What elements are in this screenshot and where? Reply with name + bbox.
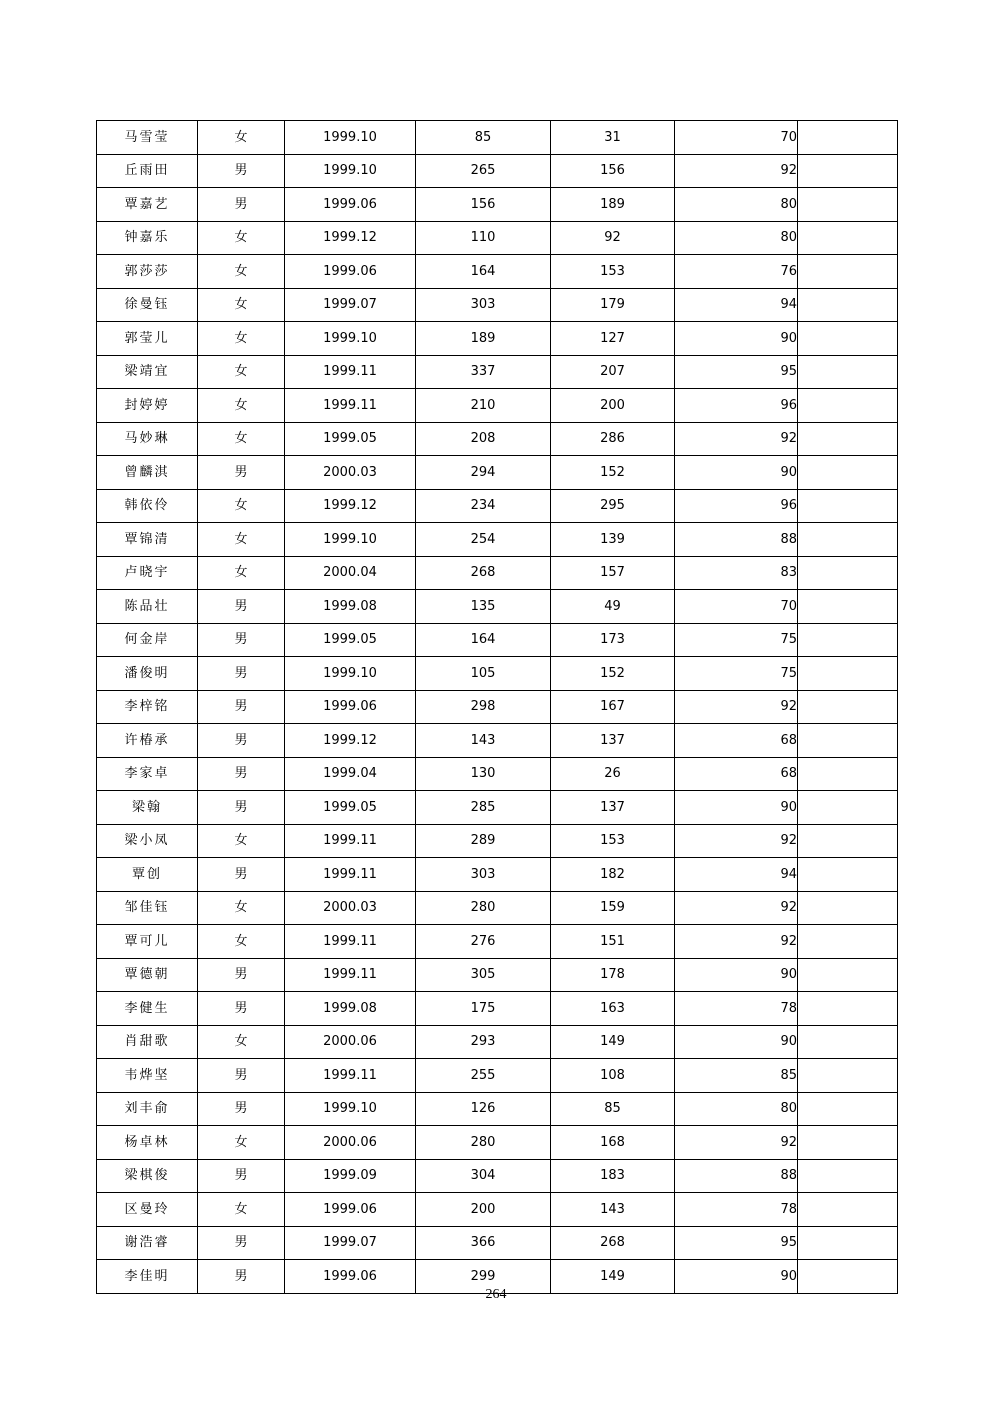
percent-cell: 90 bbox=[675, 1260, 798, 1294]
gender-cell: 男 bbox=[198, 188, 285, 222]
table-row bbox=[97, 690, 898, 724]
score-cell: 126 bbox=[416, 1092, 551, 1126]
percent-cell: 83 bbox=[675, 556, 798, 590]
gender-cell: 男 bbox=[198, 724, 285, 758]
birth-date-cell: 1999.11 bbox=[285, 1059, 416, 1093]
score-cell: 265 bbox=[416, 154, 551, 188]
blank-cell bbox=[798, 556, 898, 590]
score-cell: 183 bbox=[551, 1159, 675, 1193]
percent-cell: 78 bbox=[675, 992, 798, 1026]
score-cell: 200 bbox=[551, 389, 675, 423]
blank-cell bbox=[798, 958, 898, 992]
name-cell: 梁棋俊 bbox=[97, 1159, 198, 1193]
table-body bbox=[97, 121, 898, 1294]
gender-cell: 女 bbox=[198, 255, 285, 289]
gender-cell: 女 bbox=[198, 523, 285, 557]
score-cell: 137 bbox=[551, 791, 675, 825]
percent-cell: 68 bbox=[675, 757, 798, 791]
blank-cell bbox=[798, 188, 898, 222]
blank-cell bbox=[798, 724, 898, 758]
score-cell: 200 bbox=[416, 1193, 551, 1227]
blank-cell bbox=[798, 288, 898, 322]
table-row bbox=[97, 958, 898, 992]
name-cell: 覃创 bbox=[97, 858, 198, 892]
birth-date-cell: 1999.07 bbox=[285, 1226, 416, 1260]
blank-cell bbox=[798, 523, 898, 557]
gender-cell: 女 bbox=[198, 322, 285, 356]
percent-cell: 92 bbox=[675, 891, 798, 925]
table-row bbox=[97, 1126, 898, 1160]
score-cell: 304 bbox=[416, 1159, 551, 1193]
birth-date-cell: 1999.05 bbox=[285, 791, 416, 825]
name-cell: 杨卓林 bbox=[97, 1126, 198, 1160]
score-cell: 189 bbox=[416, 322, 551, 356]
birth-date-cell: 1999.10 bbox=[285, 523, 416, 557]
score-cell: 167 bbox=[551, 690, 675, 724]
name-cell: 潘俊明 bbox=[97, 657, 198, 691]
score-cell: 130 bbox=[416, 757, 551, 791]
score-cell: 156 bbox=[416, 188, 551, 222]
score-cell: 137 bbox=[551, 724, 675, 758]
score-cell: 108 bbox=[551, 1059, 675, 1093]
blank-cell bbox=[798, 154, 898, 188]
table-row bbox=[97, 925, 898, 959]
score-cell: 295 bbox=[551, 489, 675, 523]
score-cell: 299 bbox=[416, 1260, 551, 1294]
score-cell: 285 bbox=[416, 791, 551, 825]
score-cell: 293 bbox=[416, 1025, 551, 1059]
name-cell: 梁小凤 bbox=[97, 824, 198, 858]
name-cell: 马雪莹 bbox=[97, 121, 198, 155]
blank-cell bbox=[798, 1193, 898, 1227]
gender-cell: 男 bbox=[198, 1226, 285, 1260]
birth-date-cell: 1999.07 bbox=[285, 288, 416, 322]
table-row bbox=[97, 322, 898, 356]
birth-date-cell: 1999.06 bbox=[285, 1193, 416, 1227]
blank-cell bbox=[798, 657, 898, 691]
birth-date-cell: 1999.04 bbox=[285, 757, 416, 791]
gender-cell: 女 bbox=[198, 1193, 285, 1227]
score-cell: 127 bbox=[551, 322, 675, 356]
name-cell: 陈品壮 bbox=[97, 590, 198, 624]
blank-cell bbox=[798, 1025, 898, 1059]
percent-cell: 92 bbox=[675, 690, 798, 724]
percent-cell: 96 bbox=[675, 389, 798, 423]
score-cell: 159 bbox=[551, 891, 675, 925]
name-cell: 覃锦清 bbox=[97, 523, 198, 557]
gender-cell: 女 bbox=[198, 121, 285, 155]
birth-date-cell: 1999.08 bbox=[285, 590, 416, 624]
score-cell: 189 bbox=[551, 188, 675, 222]
birth-date-cell: 1999.10 bbox=[285, 154, 416, 188]
gender-cell: 男 bbox=[198, 858, 285, 892]
gender-cell: 男 bbox=[198, 690, 285, 724]
score-cell: 298 bbox=[416, 690, 551, 724]
score-cell: 268 bbox=[416, 556, 551, 590]
name-cell: 邹佳钰 bbox=[97, 891, 198, 925]
gender-cell: 女 bbox=[198, 824, 285, 858]
blank-cell bbox=[798, 489, 898, 523]
birth-date-cell: 1999.05 bbox=[285, 422, 416, 456]
blank-cell bbox=[798, 858, 898, 892]
gender-cell: 男 bbox=[198, 1059, 285, 1093]
name-cell: 徐曼钰 bbox=[97, 288, 198, 322]
gender-cell: 男 bbox=[198, 992, 285, 1026]
blank-cell bbox=[798, 791, 898, 825]
gender-cell: 男 bbox=[198, 657, 285, 691]
percent-cell: 92 bbox=[675, 824, 798, 858]
score-cell: 149 bbox=[551, 1025, 675, 1059]
gender-cell: 男 bbox=[198, 757, 285, 791]
birth-date-cell: 1999.12 bbox=[285, 489, 416, 523]
score-cell: 153 bbox=[551, 824, 675, 858]
birth-date-cell: 1999.12 bbox=[285, 221, 416, 255]
blank-cell bbox=[798, 1159, 898, 1193]
blank-cell bbox=[798, 1059, 898, 1093]
percent-cell: 76 bbox=[675, 255, 798, 289]
table-row bbox=[97, 422, 898, 456]
name-cell: 李佳明 bbox=[97, 1260, 198, 1294]
score-cell: 85 bbox=[551, 1092, 675, 1126]
score-cell: 280 bbox=[416, 891, 551, 925]
birth-date-cell: 1999.06 bbox=[285, 255, 416, 289]
percent-cell: 88 bbox=[675, 523, 798, 557]
blank-cell bbox=[798, 121, 898, 155]
table-row bbox=[97, 1226, 898, 1260]
score-cell: 163 bbox=[551, 992, 675, 1026]
name-cell: 谢浩睿 bbox=[97, 1226, 198, 1260]
birth-date-cell: 1999.11 bbox=[285, 958, 416, 992]
gender-cell: 男 bbox=[198, 590, 285, 624]
birth-date-cell: 2000.04 bbox=[285, 556, 416, 590]
table-row bbox=[97, 858, 898, 892]
score-cell: 208 bbox=[416, 422, 551, 456]
blank-cell bbox=[798, 456, 898, 490]
score-cell: 280 bbox=[416, 1126, 551, 1160]
name-cell: 封婷婷 bbox=[97, 389, 198, 423]
table-row bbox=[97, 255, 898, 289]
table-row bbox=[97, 791, 898, 825]
gender-cell: 男 bbox=[198, 1092, 285, 1126]
name-cell: 刘丰俞 bbox=[97, 1092, 198, 1126]
birth-date-cell: 2000.06 bbox=[285, 1025, 416, 1059]
page-number: 264 bbox=[485, 1287, 507, 1302]
table-row bbox=[97, 623, 898, 657]
table-row bbox=[97, 992, 898, 1026]
score-cell: 286 bbox=[551, 422, 675, 456]
score-cell: 92 bbox=[551, 221, 675, 255]
name-cell: 覃可儿 bbox=[97, 925, 198, 959]
blank-cell bbox=[798, 1092, 898, 1126]
score-cell: 305 bbox=[416, 958, 551, 992]
score-cell: 143 bbox=[416, 724, 551, 758]
name-cell: 韦烨坚 bbox=[97, 1059, 198, 1093]
blank-cell bbox=[798, 322, 898, 356]
name-cell: 覃嘉艺 bbox=[97, 188, 198, 222]
birth-date-cell: 1999.11 bbox=[285, 925, 416, 959]
score-cell: 164 bbox=[416, 255, 551, 289]
table-row bbox=[97, 355, 898, 389]
score-cell: 153 bbox=[551, 255, 675, 289]
score-cell: 110 bbox=[416, 221, 551, 255]
score-cell: 175 bbox=[416, 992, 551, 1026]
table-row bbox=[97, 288, 898, 322]
score-cell: 168 bbox=[551, 1126, 675, 1160]
score-cell: 151 bbox=[551, 925, 675, 959]
percent-cell: 70 bbox=[675, 590, 798, 624]
percent-cell: 95 bbox=[675, 355, 798, 389]
name-cell: 许椿承 bbox=[97, 724, 198, 758]
gender-cell: 女 bbox=[198, 891, 285, 925]
student-table bbox=[96, 120, 898, 1294]
name-cell: 钟嘉乐 bbox=[97, 221, 198, 255]
score-cell: 254 bbox=[416, 523, 551, 557]
score-cell: 26 bbox=[551, 757, 675, 791]
blank-cell bbox=[798, 992, 898, 1026]
table-row bbox=[97, 456, 898, 490]
score-cell: 178 bbox=[551, 958, 675, 992]
gender-cell: 女 bbox=[198, 288, 285, 322]
score-cell: 105 bbox=[416, 657, 551, 691]
table-row bbox=[97, 121, 898, 155]
percent-cell: 94 bbox=[675, 858, 798, 892]
score-cell: 152 bbox=[551, 657, 675, 691]
score-cell: 289 bbox=[416, 824, 551, 858]
score-cell: 294 bbox=[416, 456, 551, 490]
gender-cell: 男 bbox=[198, 154, 285, 188]
gender-cell: 女 bbox=[198, 389, 285, 423]
name-cell: 梁翰 bbox=[97, 791, 198, 825]
percent-cell: 75 bbox=[675, 623, 798, 657]
score-cell: 207 bbox=[551, 355, 675, 389]
percent-cell: 90 bbox=[675, 456, 798, 490]
score-cell: 31 bbox=[551, 121, 675, 155]
table-row bbox=[97, 1193, 898, 1227]
blank-cell bbox=[798, 824, 898, 858]
percent-cell: 78 bbox=[675, 1193, 798, 1227]
score-cell: 303 bbox=[416, 288, 551, 322]
percent-cell: 92 bbox=[675, 925, 798, 959]
table-row bbox=[97, 556, 898, 590]
percent-cell: 90 bbox=[675, 958, 798, 992]
score-cell: 135 bbox=[416, 590, 551, 624]
score-cell: 156 bbox=[551, 154, 675, 188]
gender-cell: 男 bbox=[198, 1159, 285, 1193]
birth-date-cell: 1999.06 bbox=[285, 188, 416, 222]
percent-cell: 90 bbox=[675, 791, 798, 825]
gender-cell: 女 bbox=[198, 1025, 285, 1059]
birth-date-cell: 1999.08 bbox=[285, 992, 416, 1026]
score-cell: 366 bbox=[416, 1226, 551, 1260]
table-row bbox=[97, 188, 898, 222]
table-row bbox=[97, 824, 898, 858]
gender-cell: 男 bbox=[198, 623, 285, 657]
birth-date-cell: 1999.11 bbox=[285, 858, 416, 892]
blank-cell bbox=[798, 891, 898, 925]
birth-date-cell: 2000.03 bbox=[285, 456, 416, 490]
blank-cell bbox=[798, 925, 898, 959]
table-row bbox=[97, 724, 898, 758]
name-cell: 丘雨田 bbox=[97, 154, 198, 188]
gender-cell: 男 bbox=[198, 456, 285, 490]
score-cell: 255 bbox=[416, 1059, 551, 1093]
birth-date-cell: 1999.11 bbox=[285, 824, 416, 858]
blank-cell bbox=[798, 590, 898, 624]
blank-cell bbox=[798, 1126, 898, 1160]
percent-cell: 70 bbox=[675, 121, 798, 155]
percent-cell: 68 bbox=[675, 724, 798, 758]
name-cell: 韩依伶 bbox=[97, 489, 198, 523]
percent-cell: 90 bbox=[675, 322, 798, 356]
percent-cell: 94 bbox=[675, 288, 798, 322]
table-row bbox=[97, 523, 898, 557]
percent-cell: 80 bbox=[675, 221, 798, 255]
name-cell: 马妙琳 bbox=[97, 422, 198, 456]
table-row bbox=[97, 891, 898, 925]
percent-cell: 80 bbox=[675, 188, 798, 222]
name-cell: 郭莎莎 bbox=[97, 255, 198, 289]
birth-date-cell: 1999.06 bbox=[285, 1260, 416, 1294]
name-cell: 卢晓宇 bbox=[97, 556, 198, 590]
birth-date-cell: 1999.10 bbox=[285, 657, 416, 691]
gender-cell: 女 bbox=[198, 221, 285, 255]
name-cell: 郭莹儿 bbox=[97, 322, 198, 356]
table-row bbox=[97, 154, 898, 188]
table-row bbox=[97, 1059, 898, 1093]
score-cell: 157 bbox=[551, 556, 675, 590]
percent-cell: 75 bbox=[675, 657, 798, 691]
name-cell: 梁靖宜 bbox=[97, 355, 198, 389]
table-row bbox=[97, 1092, 898, 1126]
blank-cell bbox=[798, 389, 898, 423]
score-cell: 152 bbox=[551, 456, 675, 490]
name-cell: 覃德朝 bbox=[97, 958, 198, 992]
blank-cell bbox=[798, 623, 898, 657]
table-row bbox=[97, 1025, 898, 1059]
score-cell: 303 bbox=[416, 858, 551, 892]
name-cell: 李家卓 bbox=[97, 757, 198, 791]
score-cell: 173 bbox=[551, 623, 675, 657]
score-cell: 210 bbox=[416, 389, 551, 423]
percent-cell: 90 bbox=[675, 1025, 798, 1059]
blank-cell bbox=[798, 422, 898, 456]
gender-cell: 女 bbox=[198, 556, 285, 590]
score-cell: 182 bbox=[551, 858, 675, 892]
score-cell: 164 bbox=[416, 623, 551, 657]
table-row bbox=[97, 389, 898, 423]
gender-cell: 男 bbox=[198, 1260, 285, 1294]
name-cell: 何金岸 bbox=[97, 623, 198, 657]
percent-cell: 88 bbox=[675, 1159, 798, 1193]
score-cell: 179 bbox=[551, 288, 675, 322]
percent-cell: 96 bbox=[675, 489, 798, 523]
gender-cell: 男 bbox=[198, 791, 285, 825]
table-row bbox=[97, 657, 898, 691]
birth-date-cell: 1999.05 bbox=[285, 623, 416, 657]
score-cell: 276 bbox=[416, 925, 551, 959]
percent-cell: 80 bbox=[675, 1092, 798, 1126]
table-row bbox=[97, 221, 898, 255]
birth-date-cell: 2000.03 bbox=[285, 891, 416, 925]
score-cell: 234 bbox=[416, 489, 551, 523]
birth-date-cell: 2000.06 bbox=[285, 1126, 416, 1160]
birth-date-cell: 1999.06 bbox=[285, 690, 416, 724]
score-cell: 139 bbox=[551, 523, 675, 557]
percent-cell: 85 bbox=[675, 1059, 798, 1093]
blank-cell bbox=[798, 757, 898, 791]
birth-date-cell: 1999.09 bbox=[285, 1159, 416, 1193]
birth-date-cell: 1999.10 bbox=[285, 1092, 416, 1126]
gender-cell: 女 bbox=[198, 925, 285, 959]
score-cell: 85 bbox=[416, 121, 551, 155]
blank-cell bbox=[798, 690, 898, 724]
name-cell: 曾麟淇 bbox=[97, 456, 198, 490]
birth-date-cell: 1999.10 bbox=[285, 121, 416, 155]
gender-cell: 男 bbox=[198, 958, 285, 992]
gender-cell: 女 bbox=[198, 1126, 285, 1160]
birth-date-cell: 1999.10 bbox=[285, 322, 416, 356]
name-cell: 区曼玲 bbox=[97, 1193, 198, 1227]
percent-cell: 92 bbox=[675, 1126, 798, 1160]
blank-cell bbox=[798, 355, 898, 389]
name-cell: 李梓铭 bbox=[97, 690, 198, 724]
score-cell: 143 bbox=[551, 1193, 675, 1227]
gender-cell: 女 bbox=[198, 489, 285, 523]
percent-cell: 95 bbox=[675, 1226, 798, 1260]
table-row bbox=[97, 489, 898, 523]
birth-date-cell: 1999.11 bbox=[285, 355, 416, 389]
gender-cell: 女 bbox=[198, 422, 285, 456]
name-cell: 李健生 bbox=[97, 992, 198, 1026]
birth-date-cell: 1999.11 bbox=[285, 389, 416, 423]
table-row bbox=[97, 1159, 898, 1193]
score-cell: 337 bbox=[416, 355, 551, 389]
score-cell: 149 bbox=[551, 1260, 675, 1294]
blank-cell bbox=[798, 255, 898, 289]
table-row bbox=[97, 590, 898, 624]
percent-cell: 92 bbox=[675, 422, 798, 456]
name-cell: 肖甜歌 bbox=[97, 1025, 198, 1059]
birth-date-cell: 1999.12 bbox=[285, 724, 416, 758]
table-row bbox=[97, 757, 898, 791]
percent-cell: 92 bbox=[675, 154, 798, 188]
blank-cell bbox=[798, 221, 898, 255]
blank-cell bbox=[798, 1226, 898, 1260]
score-cell: 49 bbox=[551, 590, 675, 624]
gender-cell: 女 bbox=[198, 355, 285, 389]
score-cell: 268 bbox=[551, 1226, 675, 1260]
